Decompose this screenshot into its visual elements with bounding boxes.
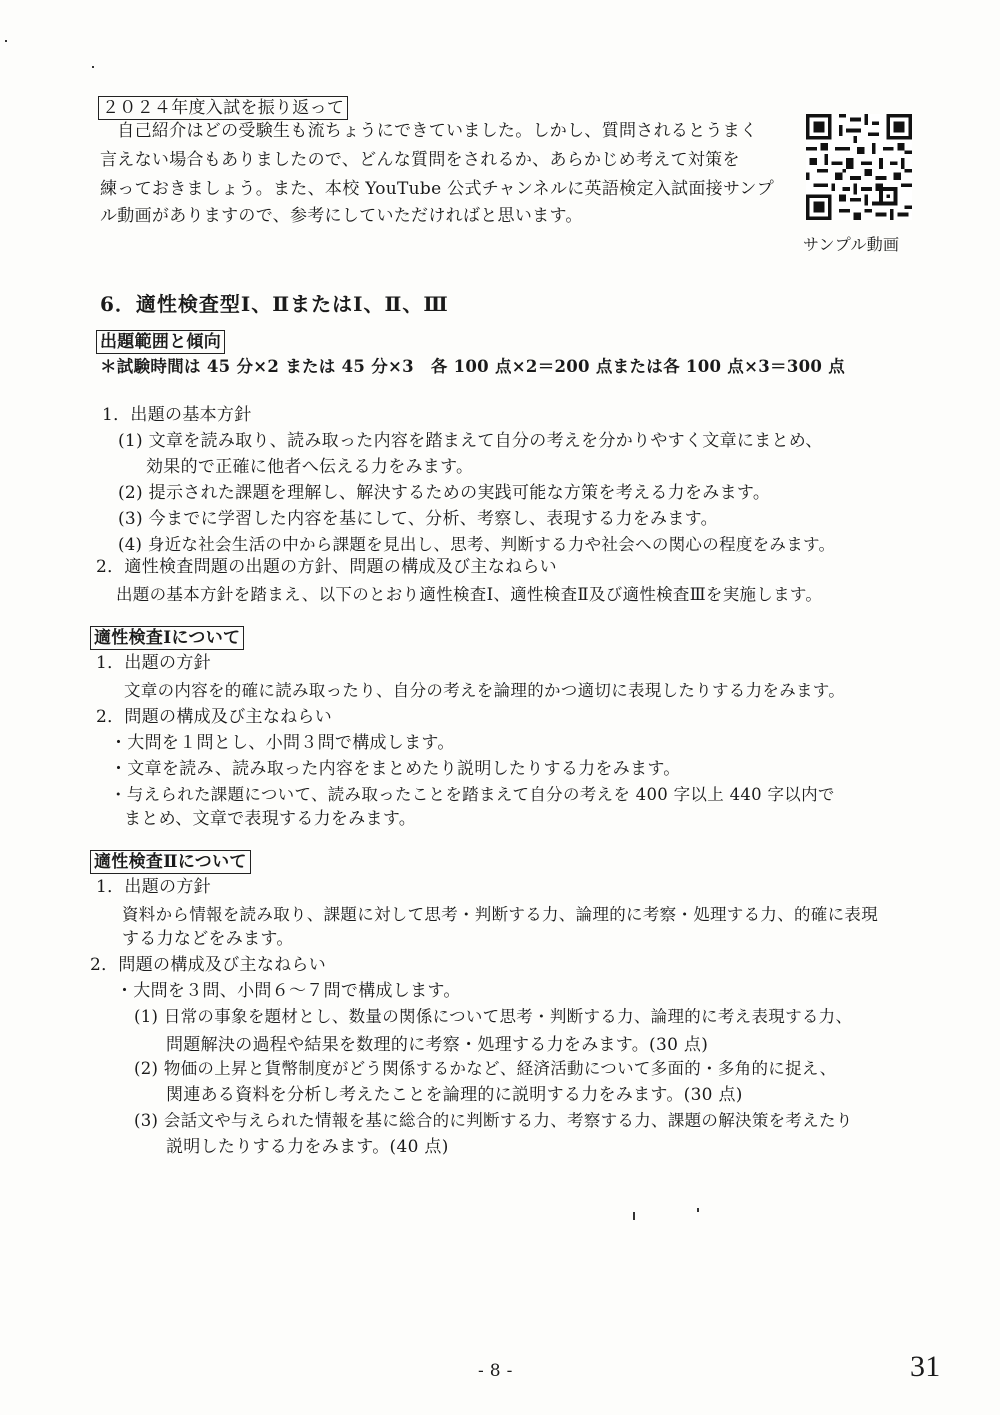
test-1-bullet: まとめ、文章で表現する力をみます。 xyxy=(124,809,417,829)
test-1-heading: 適性検査Ⅰについて xyxy=(90,626,244,650)
basic-item: (3) 今までに学習した内容を基にして、分析、考察し、表現する力をみます。 xyxy=(118,509,718,529)
test-2-policy-line: 資料から情報を読み取り、課題に対して思考・判断する力、論理的に考察・処理する力、的確に表現 xyxy=(122,905,878,924)
scan-speck xyxy=(697,1208,699,1212)
basic-item: (1) 文章を読み取り、読み取った内容を踏まえて自分の考えを分かりやすく文章にまとめ、 xyxy=(118,431,823,451)
test-1-bullet: ・大問を１問とし、小問３問で構成します。 xyxy=(110,733,455,753)
test-1-policy-text: 文章の内容を的確に読み取ったり、自分の考えを論理的かつ適切に表現したりする力をみます。 xyxy=(124,681,846,700)
basic-item: (4) 身近な社会生活の中から課題を見出し、思考、判断する力や社会への関心の程度をみます。 xyxy=(118,535,836,554)
time-note: ＊試験時間は 45 分×2 または 45 分×3 各 100 点×2＝200 点または各 100 点×3＝300 点 xyxy=(100,357,846,376)
page-label: - 8 - xyxy=(478,1361,513,1381)
basic-policy-heading: 1．出題の基本方針 xyxy=(102,405,252,425)
test-2-policy-heading: 1．出題の方針 xyxy=(96,877,211,897)
review-line: ル動画がありますので、参考にしていただければと思います。 xyxy=(100,206,583,226)
test-2-item: (1) 日常の事象を題材とし、数量の関係について思考・判断する力、論理的に考え表現する力、 xyxy=(134,1007,853,1026)
qr-code-icon[interactable] xyxy=(806,114,912,220)
test-2-structure-heading: 2．問題の構成及び主なねらい xyxy=(90,955,327,975)
test-1-bullet: ・文章を読み、読み取った内容をまとめたり説明したりする力をみます。 xyxy=(110,759,681,779)
page-number: 31 xyxy=(910,1350,941,1383)
aims-text: 出題の基本方針を踏まえ、以下のとおり適性検査Ⅰ、適性検査Ⅱ及び適性検査Ⅲを実施します。 xyxy=(116,585,823,604)
qr-caption: サンプル動画 xyxy=(803,235,900,254)
test-1-policy-heading: 1．出題の方針 xyxy=(96,653,211,673)
test-2-item: 問題解決の過程や結果を数理的に考察・処理する力をみます。(30 点) xyxy=(166,1035,709,1055)
review-line: 言えない場合もありましたので、どんな質問をされるか、あらかじめ考えて対策を xyxy=(100,150,740,170)
test-2-heading: 適性検査Ⅱについて xyxy=(90,850,251,874)
aims-heading: 2．適性検査問題の出題の方針、問題の構成及び主なねらい xyxy=(96,557,557,577)
review-2024-heading: ２０２４年度入試を振り返って xyxy=(98,96,348,120)
review-line: 自己紹介はどの受験生も流ちょうにできていました。しかし、質問されるとうまく xyxy=(100,121,758,141)
basic-item: (2) 提示された課題を理解し、解決するための実践可能な方策を考える力をみます。 xyxy=(118,483,771,503)
scan-speck xyxy=(5,40,7,42)
test-2-bullet: ・大問を３問、小問６～７問で構成します。 xyxy=(116,981,461,1001)
test-1-structure-heading: 2．問題の構成及び主なねらい xyxy=(96,707,333,727)
test-2-item: 関連ある資料を分析し考えたことを論理的に説明する力をみます。(30 点) xyxy=(166,1085,743,1105)
test-2-item: 説明したりする力をみます。(40 点) xyxy=(166,1137,449,1157)
scan-speck xyxy=(633,1212,635,1220)
test-2-policy-line: する力などをみます。 xyxy=(122,929,294,949)
test-2-item: (2) 物価の上昇と貨幣制度がどう関係するかなど、経済活動について多面的・多角的に捉え、 xyxy=(134,1059,837,1078)
basic-item: 効果的で正確に他者へ伝える力をみます。 xyxy=(146,457,474,477)
test-2-item: (3) 会話文や与えられた情報を基に総合的に判断する力、考察する力、課題の解決策を考えたり xyxy=(134,1111,853,1130)
test-1-bullet: ・与えられた課題について、読み取ったことを踏まえて自分の考えを 400 字以上 440 字以内で xyxy=(110,785,835,804)
section-6-title: 6．適性検査型Ⅰ、ⅡまたはⅠ、Ⅱ、Ⅲ xyxy=(100,292,449,316)
review-line: 練っておきましょう。また、本校 YouTube 公式チャンネルに英語検定入試面接サンプ xyxy=(100,179,774,199)
range-heading: 出題範囲と傾向 xyxy=(96,330,225,354)
scan-speck xyxy=(92,66,94,68)
